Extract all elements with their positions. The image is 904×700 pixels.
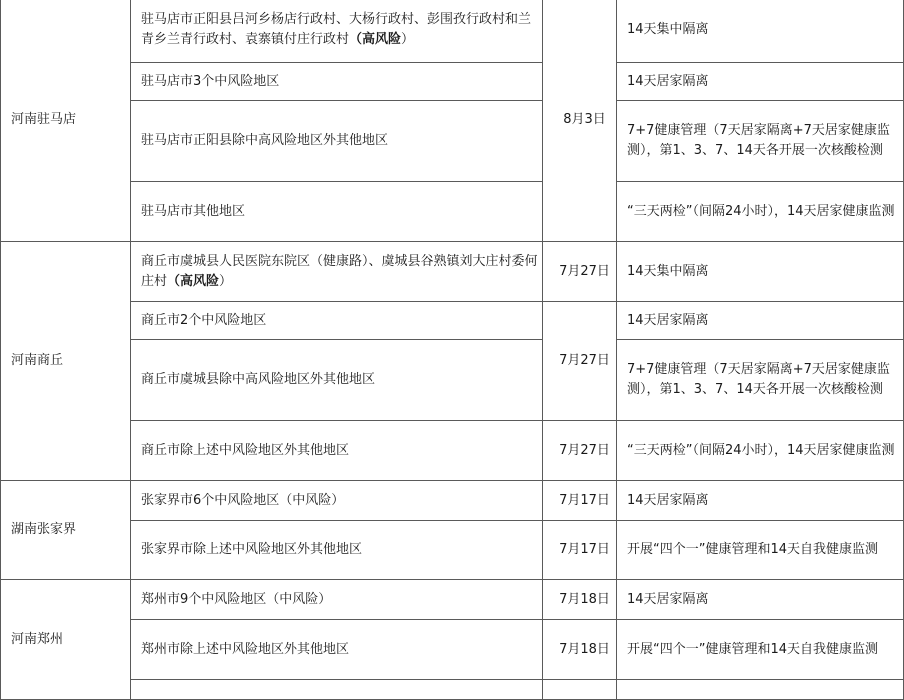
measure-cell: 14天居家隔离 <box>617 580 904 620</box>
measure-cell: 14天居家隔离 <box>617 63 904 101</box>
measure-cell: 14天居家隔离 <box>617 302 904 340</box>
area-cell: 郑州市9个中风险地区（中风险） <box>131 580 543 620</box>
table-row <box>1 182 904 242</box>
measure-cell: 7+7健康管理（7天居家隔离+7天居家健康监测），第1、3、7、14天各开展一次核酸检测 <box>617 340 904 421</box>
table-row <box>1 302 904 340</box>
area-cell: 驻马店市其他地区 <box>131 182 543 242</box>
table-row <box>1 340 904 421</box>
region-cell: 河南郑州 <box>1 580 131 700</box>
table-row <box>1 521 904 580</box>
date-cell: 7月27日 <box>543 302 617 421</box>
date-cell: 7月17日 <box>543 481 617 521</box>
table-row <box>1 421 904 481</box>
date-cell: 7月18日 <box>543 580 617 620</box>
risk-label: （高风险 <box>167 273 220 289</box>
measure-cell: 14天集中隔离 <box>617 0 904 63</box>
table-row <box>1 481 904 521</box>
table-row <box>1 680 904 700</box>
date-cell: 7月27日 <box>543 242 617 302</box>
measure-cell: 开展“四个一”健康管理和14天自我健康监测 <box>617 521 904 580</box>
table-row <box>1 63 904 101</box>
measure-cell: 7+7健康管理（7天居家隔离+7天居家健康监测），第1、3、7、14天各开展一次核酸检测 <box>617 101 904 182</box>
table-row <box>1 580 904 620</box>
table-row <box>1 620 904 680</box>
region-cell: 河南驻马店 <box>1 0 131 242</box>
measure-cell <box>617 680 904 700</box>
table-row <box>1 101 904 182</box>
area-cell: 郑州市除上述中风险地区外其他地区 <box>131 620 543 680</box>
table-row <box>1 242 904 302</box>
date-cell <box>543 680 617 700</box>
date-cell: 7月27日 <box>543 421 617 481</box>
area-cell: 张家界市6个中风险地区（中风险） <box>131 481 543 521</box>
date-cell: 7月18日 <box>543 620 617 680</box>
area-cell: 驻马店市3个中风险地区 <box>131 63 543 101</box>
measure-cell: 14天居家隔离 <box>617 481 904 521</box>
date-cell: 7月17日 <box>543 521 617 580</box>
area-cell <box>131 680 543 700</box>
region-cell: 湖南张家界 <box>1 481 131 580</box>
measure-cell: “三天两检”（间隔24小时），14天居家健康监测 <box>617 182 904 242</box>
table-row <box>1 0 904 63</box>
area-cell: 张家界市除上述中风险地区外其他地区 <box>131 521 543 580</box>
area-cell: 驻马店市正阳县除中高风险地区外其他地区 <box>131 101 543 182</box>
area-cell: 商丘市虞城县除中高风险地区外其他地区 <box>131 340 543 421</box>
region-cell: 河南商丘 <box>1 242 131 481</box>
area-cell: 驻马店市正阳县吕河乡杨店行政村、大杨行政村、彭围孜行政村和兰青乡兰青行政村、袁寨镇付庄行政村（高风险） <box>131 0 543 63</box>
measure-cell: “三天两检”（间隔24小时），14天居家健康监测 <box>617 421 904 481</box>
area-cell: 商丘市虞城县人民医院东院区（健康路）、虞城县谷熟镇刘大庄村委何庄村（高风险） <box>131 242 543 302</box>
measure-cell: 14天集中隔离 <box>617 242 904 302</box>
area-cell: 商丘市除上述中风险地区外其他地区 <box>131 421 543 481</box>
date-cell: 8月3日 <box>543 0 617 242</box>
risk-label: （高风险 <box>349 32 402 47</box>
area-cell: 商丘市2个中风险地区 <box>131 302 543 340</box>
measure-cell: 开展“四个一”健康管理和14天自我健康监测 <box>617 620 904 680</box>
